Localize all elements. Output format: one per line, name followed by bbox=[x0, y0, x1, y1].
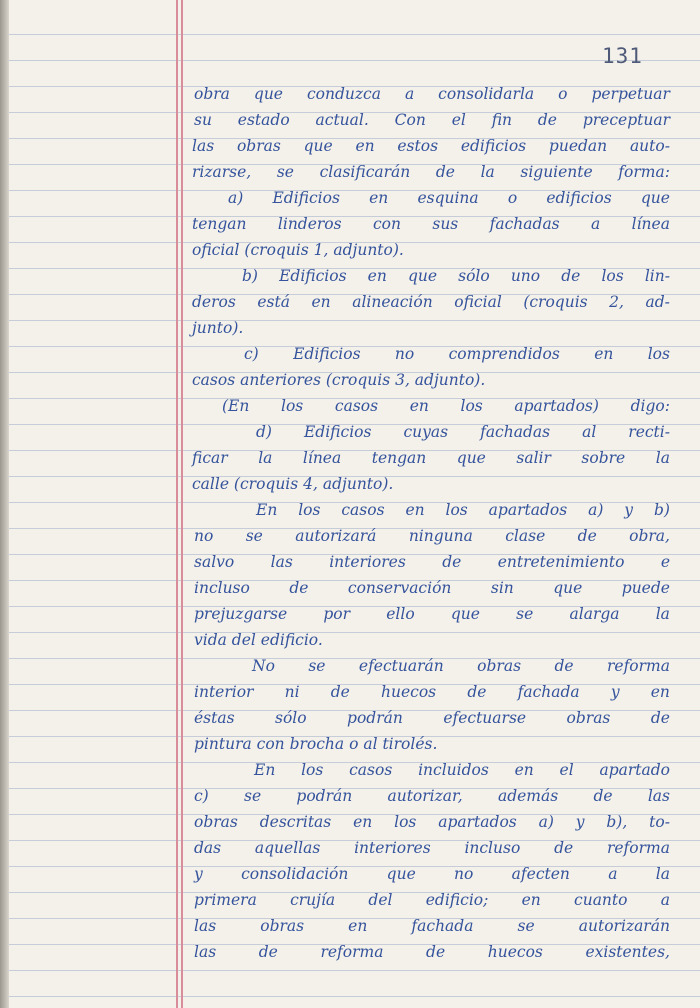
handwritten-word: En bbox=[254, 761, 276, 779]
page-binding-edge bbox=[0, 0, 9, 1008]
text-line bbox=[190, 263, 670, 289]
handwritten-word: fachada bbox=[411, 917, 474, 935]
handwritten-word: casos bbox=[334, 397, 379, 415]
text-line bbox=[190, 133, 670, 159]
handwritten-word: la bbox=[655, 449, 670, 467]
handwritten-word: ello bbox=[386, 605, 415, 623]
handwritten-word: en bbox=[521, 891, 541, 909]
handwritten-word: efectuarán bbox=[358, 657, 444, 675]
handwritten-word: conservación bbox=[347, 579, 452, 597]
text-line bbox=[190, 523, 670, 549]
handwritten-word: se bbox=[517, 917, 535, 935]
handwritten-word: en bbox=[355, 137, 375, 155]
handwritten-word: Edificios bbox=[293, 345, 361, 363]
handwritten-word: a) bbox=[538, 813, 554, 831]
handwritten-text bbox=[190, 81, 670, 965]
text-line bbox=[190, 107, 670, 133]
handwritten-word: a bbox=[660, 891, 670, 909]
handwritten-word: clase bbox=[505, 527, 546, 545]
handwritten-word: (En bbox=[222, 397, 250, 415]
handwritten-word: de bbox=[258, 943, 278, 961]
text-line: casos anteriores (croquis 3, adjunto). bbox=[192, 371, 486, 389]
handwritten-word: obras bbox=[566, 709, 611, 727]
handwritten-word: linderos bbox=[277, 215, 342, 233]
handwritten-word: el bbox=[559, 761, 574, 779]
handwritten-word: en bbox=[367, 267, 387, 285]
handwritten-word: reforma bbox=[320, 943, 384, 961]
text-line bbox=[190, 289, 670, 315]
handwritten-word: de bbox=[593, 787, 613, 805]
handwritten-word: obra bbox=[194, 85, 230, 103]
handwritten-word: los bbox=[445, 501, 468, 519]
handwritten-word: que bbox=[253, 85, 283, 103]
handwritten-word: la bbox=[655, 865, 670, 883]
handwritten-word: puede bbox=[621, 579, 670, 597]
handwritten-word: huecos bbox=[487, 943, 543, 961]
handwritten-word: b), bbox=[606, 813, 628, 831]
handwritten-word: y bbox=[624, 501, 634, 519]
handwritten-word: estos bbox=[397, 137, 439, 155]
handwritten-word: a bbox=[608, 865, 618, 883]
text-line: pintura con brocha o al tirolés. bbox=[194, 735, 438, 753]
handwritten-word: edificios bbox=[546, 189, 612, 207]
handwritten-word: de bbox=[330, 683, 350, 701]
handwritten-word: los bbox=[647, 345, 670, 363]
text-line: junto). bbox=[192, 319, 244, 337]
text-line bbox=[190, 757, 670, 783]
text-line bbox=[190, 445, 670, 471]
handwritten-word: se bbox=[516, 605, 534, 623]
handwritten-word: se bbox=[244, 787, 262, 805]
handwritten-word: oficial bbox=[454, 293, 502, 311]
handwritten-word: fachadas bbox=[480, 423, 551, 441]
margin-rule bbox=[181, 0, 183, 1008]
handwritten-word: los bbox=[394, 813, 417, 831]
handwritten-word: con bbox=[372, 215, 401, 233]
handwritten-word: puedan bbox=[548, 137, 608, 155]
handwritten-word: de bbox=[554, 657, 574, 675]
handwritten-word: los bbox=[460, 397, 483, 415]
handwritten-word: las bbox=[647, 787, 670, 805]
handwritten-word: sus bbox=[432, 215, 459, 233]
handwritten-word: obras bbox=[260, 917, 305, 935]
handwritten-word: tengan bbox=[371, 449, 427, 467]
handwritten-word: además bbox=[497, 787, 559, 805]
text-line bbox=[190, 419, 670, 445]
handwritten-word: fin bbox=[491, 111, 513, 129]
handwritten-word: la bbox=[258, 449, 273, 467]
text-line bbox=[190, 679, 670, 705]
handwritten-word: apartado bbox=[599, 761, 670, 779]
handwritten-word: autorizarán bbox=[578, 917, 670, 935]
handwritten-word: las bbox=[194, 943, 217, 961]
handwritten-word: autorizar, bbox=[387, 787, 463, 805]
handwritten-word: la bbox=[480, 163, 495, 181]
handwritten-word: incluso bbox=[464, 839, 521, 857]
text-line bbox=[190, 887, 670, 913]
handwritten-word: c) bbox=[244, 345, 259, 363]
handwritten-word: no bbox=[394, 345, 415, 363]
text-line: vida del edificio. bbox=[194, 631, 323, 649]
handwritten-word: al bbox=[582, 423, 597, 441]
handwritten-word: podrán bbox=[347, 709, 403, 727]
handwritten-word: en bbox=[353, 813, 373, 831]
handwritten-word: siguiente bbox=[520, 163, 593, 181]
handwritten-word: sin bbox=[490, 579, 514, 597]
handwritten-word: obras bbox=[477, 657, 522, 675]
handwritten-word: obras bbox=[236, 137, 281, 155]
handwritten-word: huecos bbox=[381, 683, 437, 701]
handwritten-word: alineación bbox=[352, 293, 433, 311]
handwritten-word: efectuarse bbox=[443, 709, 527, 727]
handwritten-word: por bbox=[323, 605, 351, 623]
handwritten-word: a bbox=[404, 85, 415, 103]
handwritten-word: los bbox=[298, 501, 321, 519]
handwritten-word: que bbox=[303, 137, 333, 155]
handwritten-word: casos bbox=[341, 501, 385, 519]
handwritten-word: conduzca bbox=[306, 85, 381, 103]
text-line bbox=[190, 809, 670, 835]
text-line bbox=[190, 159, 670, 185]
handwritten-word: en bbox=[594, 345, 614, 363]
handwritten-word: y bbox=[610, 683, 620, 701]
handwritten-word: el bbox=[451, 111, 466, 129]
handwritten-word: alarga bbox=[569, 605, 620, 623]
handwritten-word: a bbox=[591, 215, 601, 233]
handwritten-word: existentes, bbox=[585, 943, 670, 961]
handwritten-word: Edificios bbox=[279, 267, 347, 285]
handwritten-word: entretenimiento bbox=[497, 553, 625, 571]
handwritten-word: autorizará bbox=[295, 527, 377, 545]
handwritten-word: prejuzgarse bbox=[194, 605, 288, 623]
handwritten-word: de bbox=[650, 709, 670, 727]
handwritten-word: apartados bbox=[438, 813, 517, 831]
handwritten-word: primera bbox=[194, 891, 257, 909]
handwritten-word: de bbox=[561, 267, 581, 285]
handwritten-word: en bbox=[405, 501, 425, 519]
handwritten-word: No bbox=[252, 657, 275, 675]
handwritten-word: fachadas bbox=[489, 215, 560, 233]
handwritten-word: ni bbox=[284, 683, 300, 701]
handwritten-word: En bbox=[256, 501, 278, 519]
handwritten-word: interiores bbox=[329, 553, 406, 571]
handwritten-word: de bbox=[426, 943, 446, 961]
handwritten-word: sólo bbox=[275, 709, 307, 727]
handwritten-word: se bbox=[245, 527, 263, 545]
handwritten-word: las bbox=[270, 553, 293, 571]
text-line bbox=[190, 601, 670, 627]
handwritten-word: e bbox=[660, 553, 670, 571]
handwritten-word: interior bbox=[194, 683, 254, 701]
handwritten-word: cuanto bbox=[574, 891, 628, 909]
handwritten-word: descritas bbox=[259, 813, 332, 831]
handwritten-word: b) bbox=[653, 501, 670, 519]
handwritten-word: Edificios bbox=[272, 189, 340, 207]
handwritten-word: rizarse, bbox=[192, 163, 252, 181]
handwritten-word: en bbox=[348, 917, 368, 935]
handwritten-word: consolidarla bbox=[438, 85, 535, 103]
handwritten-word: la bbox=[655, 605, 670, 623]
handwritten-word: que bbox=[450, 605, 480, 623]
text-line: calle (croquis 4, adjunto). bbox=[192, 475, 394, 493]
handwritten-word: o bbox=[507, 189, 518, 207]
text-line bbox=[190, 393, 670, 419]
handwritten-word: que bbox=[553, 579, 583, 597]
handwritten-word: de bbox=[289, 579, 309, 597]
handwritten-word: no bbox=[194, 527, 214, 545]
handwritten-word: obra, bbox=[629, 527, 670, 545]
text-line bbox=[190, 939, 670, 965]
handwritten-word: salir bbox=[516, 449, 551, 467]
text-line bbox=[190, 185, 670, 211]
handwritten-word: y bbox=[575, 813, 585, 831]
handwritten-word: aquellas bbox=[254, 839, 321, 857]
handwritten-word: estado bbox=[237, 111, 290, 129]
handwritten-word: esquina bbox=[417, 189, 479, 207]
handwritten-word: lin- bbox=[644, 267, 670, 285]
text-line bbox=[190, 575, 670, 601]
text-line bbox=[190, 705, 670, 731]
handwritten-word: comprendidos bbox=[448, 345, 560, 363]
handwritten-word: de bbox=[442, 553, 462, 571]
handwritten-word: se bbox=[276, 163, 294, 181]
handwritten-word: to- bbox=[649, 813, 670, 831]
handwritten-word: los bbox=[301, 761, 324, 779]
handwritten-word: en bbox=[409, 397, 429, 415]
text-line bbox=[190, 549, 670, 575]
handwritten-word: ninguna bbox=[408, 527, 473, 545]
handwritten-word: deros bbox=[192, 293, 236, 311]
handwritten-word: las bbox=[192, 137, 215, 155]
handwritten-word: a) bbox=[228, 189, 244, 207]
handwritten-word: perpetuar bbox=[591, 85, 670, 103]
handwritten-word: de bbox=[577, 527, 597, 545]
handwritten-word: de bbox=[435, 163, 455, 181]
handwritten-word: incluidos bbox=[418, 761, 489, 779]
text-line: oficial (croquis 1, adjunto). bbox=[192, 241, 404, 259]
handwritten-word: que bbox=[640, 189, 670, 207]
handwritten-word: en bbox=[311, 293, 331, 311]
handwritten-word: das bbox=[194, 839, 222, 857]
handwritten-word: clasificarán bbox=[319, 163, 411, 181]
handwritten-word: 2, bbox=[609, 293, 624, 311]
handwritten-word: que bbox=[386, 865, 416, 883]
handwritten-word: digo: bbox=[630, 397, 670, 415]
handwritten-word: del bbox=[368, 891, 393, 909]
handwritten-word: b) bbox=[242, 267, 258, 285]
handwritten-word: recti- bbox=[628, 423, 670, 441]
text-line bbox=[190, 783, 670, 809]
handwritten-word: en bbox=[369, 189, 389, 207]
handwritten-word: las bbox=[194, 917, 217, 935]
handwritten-word: de bbox=[537, 111, 557, 129]
handwritten-word: auto- bbox=[629, 137, 670, 155]
handwritten-word: apartados) bbox=[514, 397, 599, 415]
handwritten-word: los bbox=[601, 267, 624, 285]
text-line bbox=[190, 913, 670, 939]
handwritten-word: a) bbox=[588, 501, 604, 519]
text-line bbox=[190, 861, 670, 887]
handwritten-word: uno bbox=[510, 267, 541, 285]
handwritten-word: reforma bbox=[606, 839, 670, 857]
text-line bbox=[190, 835, 670, 861]
handwritten-word: actual. bbox=[315, 111, 369, 129]
handwritten-word: edificio; bbox=[425, 891, 489, 909]
handwritten-word: c) bbox=[194, 787, 209, 805]
handwritten-word: sobre bbox=[581, 449, 626, 467]
handwritten-word: (croquis bbox=[523, 293, 588, 311]
handwritten-word: los bbox=[281, 397, 304, 415]
handwritten-word: sólo bbox=[458, 267, 490, 285]
text-line bbox=[190, 81, 670, 107]
handwritten-word: afecten bbox=[511, 865, 570, 883]
handwritten-word: que bbox=[456, 449, 486, 467]
handwritten-word: y bbox=[194, 865, 203, 883]
text-line bbox=[190, 341, 670, 367]
handwritten-word: éstas bbox=[194, 709, 235, 727]
handwritten-word: línea bbox=[302, 449, 342, 467]
handwritten-word: preceptuar bbox=[582, 111, 670, 129]
handwritten-word: tengan bbox=[192, 215, 247, 233]
handwritten-word: casos bbox=[349, 761, 393, 779]
handwritten-word: de bbox=[554, 839, 574, 857]
handwritten-word: crujía bbox=[290, 891, 336, 909]
handwritten-word: en bbox=[650, 683, 670, 701]
text-line bbox=[190, 653, 670, 679]
handwritten-word: Edificios bbox=[303, 423, 372, 441]
handwritten-word: su bbox=[194, 111, 212, 129]
text-line bbox=[190, 211, 670, 237]
handwritten-word: obras bbox=[194, 813, 238, 831]
handwritten-word: o bbox=[558, 85, 568, 103]
handwritten-word: apartados bbox=[488, 501, 568, 519]
handwritten-word: salvo bbox=[194, 553, 235, 571]
handwritten-word: está bbox=[257, 293, 290, 311]
handwritten-word: reforma bbox=[606, 657, 670, 675]
handwritten-word: en bbox=[514, 761, 534, 779]
handwritten-word: ficar bbox=[192, 449, 228, 467]
handwritten-word: se bbox=[308, 657, 326, 675]
handwritten-word: edificios bbox=[460, 137, 527, 155]
handwritten-word: no bbox=[454, 865, 474, 883]
handwritten-word: interiores bbox=[354, 839, 431, 857]
handwritten-word: incluso bbox=[194, 579, 250, 597]
handwritten-word: fachada bbox=[517, 683, 580, 701]
page-number: 131 bbox=[602, 44, 643, 68]
handwritten-word: de bbox=[467, 683, 487, 701]
handwritten-word: Con bbox=[394, 111, 426, 129]
margin-rule bbox=[176, 0, 178, 1008]
handwritten-word: cuyas bbox=[403, 423, 449, 441]
handwritten-word: que bbox=[407, 267, 438, 285]
handwritten-word: línea bbox=[631, 215, 670, 233]
handwritten-word: d) bbox=[256, 423, 272, 441]
handwritten-word: forma: bbox=[618, 163, 670, 181]
handwritten-word: podrán bbox=[296, 787, 353, 805]
handwritten-word: consolidación bbox=[241, 865, 349, 883]
handwritten-word: ad- bbox=[645, 293, 670, 311]
text-line bbox=[190, 497, 670, 523]
